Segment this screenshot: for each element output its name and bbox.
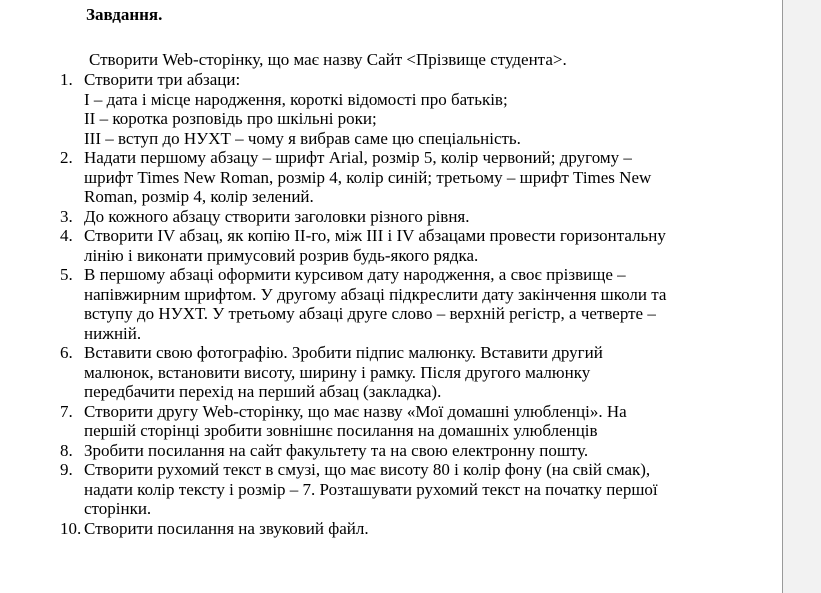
page-margin-background bbox=[783, 0, 821, 593]
task-item bbox=[0, 343, 780, 402]
task-number: 4. bbox=[60, 226, 73, 245]
task-number: 10. bbox=[60, 518, 82, 538]
task-text-line: нижній. bbox=[84, 323, 142, 343]
task-text-line: вступу до НУХТ. У третьому абзаці друге слово – верхній регістр, а четверте – bbox=[84, 304, 656, 323]
task-text-line: малюнок, встановити висоту, ширину і рамку. Після другого малюнку bbox=[84, 362, 591, 382]
task-text-line: напівжирним шрифтом. У другому абзаці підкреслити дату закінчення школи та bbox=[84, 284, 667, 304]
task-text-line: Створити посилання на звуковий файл. bbox=[84, 518, 369, 538]
task-text-line: Створити IV абзац, як копію ІІ-го, між ІІІ і IV абзацами провести горизонтальну bbox=[84, 226, 666, 245]
task-text-line: ІІ – коротка розповідь про шкільні роки; bbox=[84, 109, 377, 128]
task-item bbox=[0, 402, 780, 441]
task-item bbox=[0, 519, 780, 539]
task-text-line: надати колір тексту і розмір – 7. Розташувати рухомий текст на початку першої bbox=[84, 479, 658, 499]
task-list bbox=[0, 70, 780, 538]
task-item bbox=[0, 460, 780, 519]
task-text-line: Зробити посилання на сайт факультету та на свою електронну пошту. bbox=[84, 440, 589, 460]
task-text-line: ІІІ – вступ до НУХТ – чому я вибрав саме цю спеціальність. bbox=[84, 128, 521, 148]
task-item bbox=[0, 148, 780, 207]
task-item bbox=[0, 265, 780, 343]
task-text-line: До кожного абзацу створити заголовки різного рівня. bbox=[84, 206, 470, 226]
task-text-line: Створити три абзаци: bbox=[84, 70, 241, 89]
task-text-line: сторінки. bbox=[84, 499, 152, 518]
task-number: 3. bbox=[60, 206, 73, 226]
task-item bbox=[0, 70, 780, 148]
task-number: 1. bbox=[60, 70, 73, 89]
task-text-line: Створити другу Web-сторінку, що має назву «Мої домашні улюбленці». На bbox=[84, 401, 627, 421]
task-text-line: Вставити свою фотографію. Зробити підпис малюнку. Вставити другий bbox=[84, 343, 603, 362]
section-heading: Завдання. bbox=[86, 5, 163, 24]
task-text-line: лінію і виконати примусовий розрив будь-якого рядка. bbox=[84, 245, 479, 265]
task-number: 8. bbox=[60, 440, 73, 460]
task-number: 5. bbox=[60, 265, 73, 284]
task-text-line: В першому абзаці оформити курсивом дату народження, а своє прізвище – bbox=[84, 265, 626, 284]
task-text-line: Надати першому абзацу – шрифт Arial, розмір 5, колір червоний; другому – bbox=[84, 148, 632, 167]
task-item bbox=[0, 441, 780, 461]
task-number: 9. bbox=[60, 460, 73, 479]
intro-paragraph: Створити Web-сторінку, що має назву Сайт <Прізвище студента>. bbox=[89, 50, 567, 69]
task-item bbox=[0, 207, 780, 227]
task-text-line: Roman, розмір 4, колір зелений. bbox=[84, 187, 314, 206]
task-text-line: І – дата і місце народження, короткі відомості про батьків; bbox=[84, 89, 508, 109]
task-number: 7. bbox=[60, 401, 73, 421]
task-text-line: першій сторінці зробити зовнішнє посилання на домашніх улюбленців bbox=[84, 421, 598, 440]
task-text-line: Створити рухомий текст в смузі, що має висоту 80 і колір фону (на свій смак), bbox=[84, 460, 651, 479]
task-number: 2. bbox=[60, 148, 73, 167]
task-item bbox=[0, 226, 780, 265]
task-text-line: шрифт Times New Roman, розмір 4, колір синій; третьому – шрифт Times New bbox=[84, 167, 652, 187]
task-number: 6. bbox=[60, 343, 73, 362]
task-text-line: передбачити перехід на перший абзац (закладка). bbox=[84, 382, 442, 401]
